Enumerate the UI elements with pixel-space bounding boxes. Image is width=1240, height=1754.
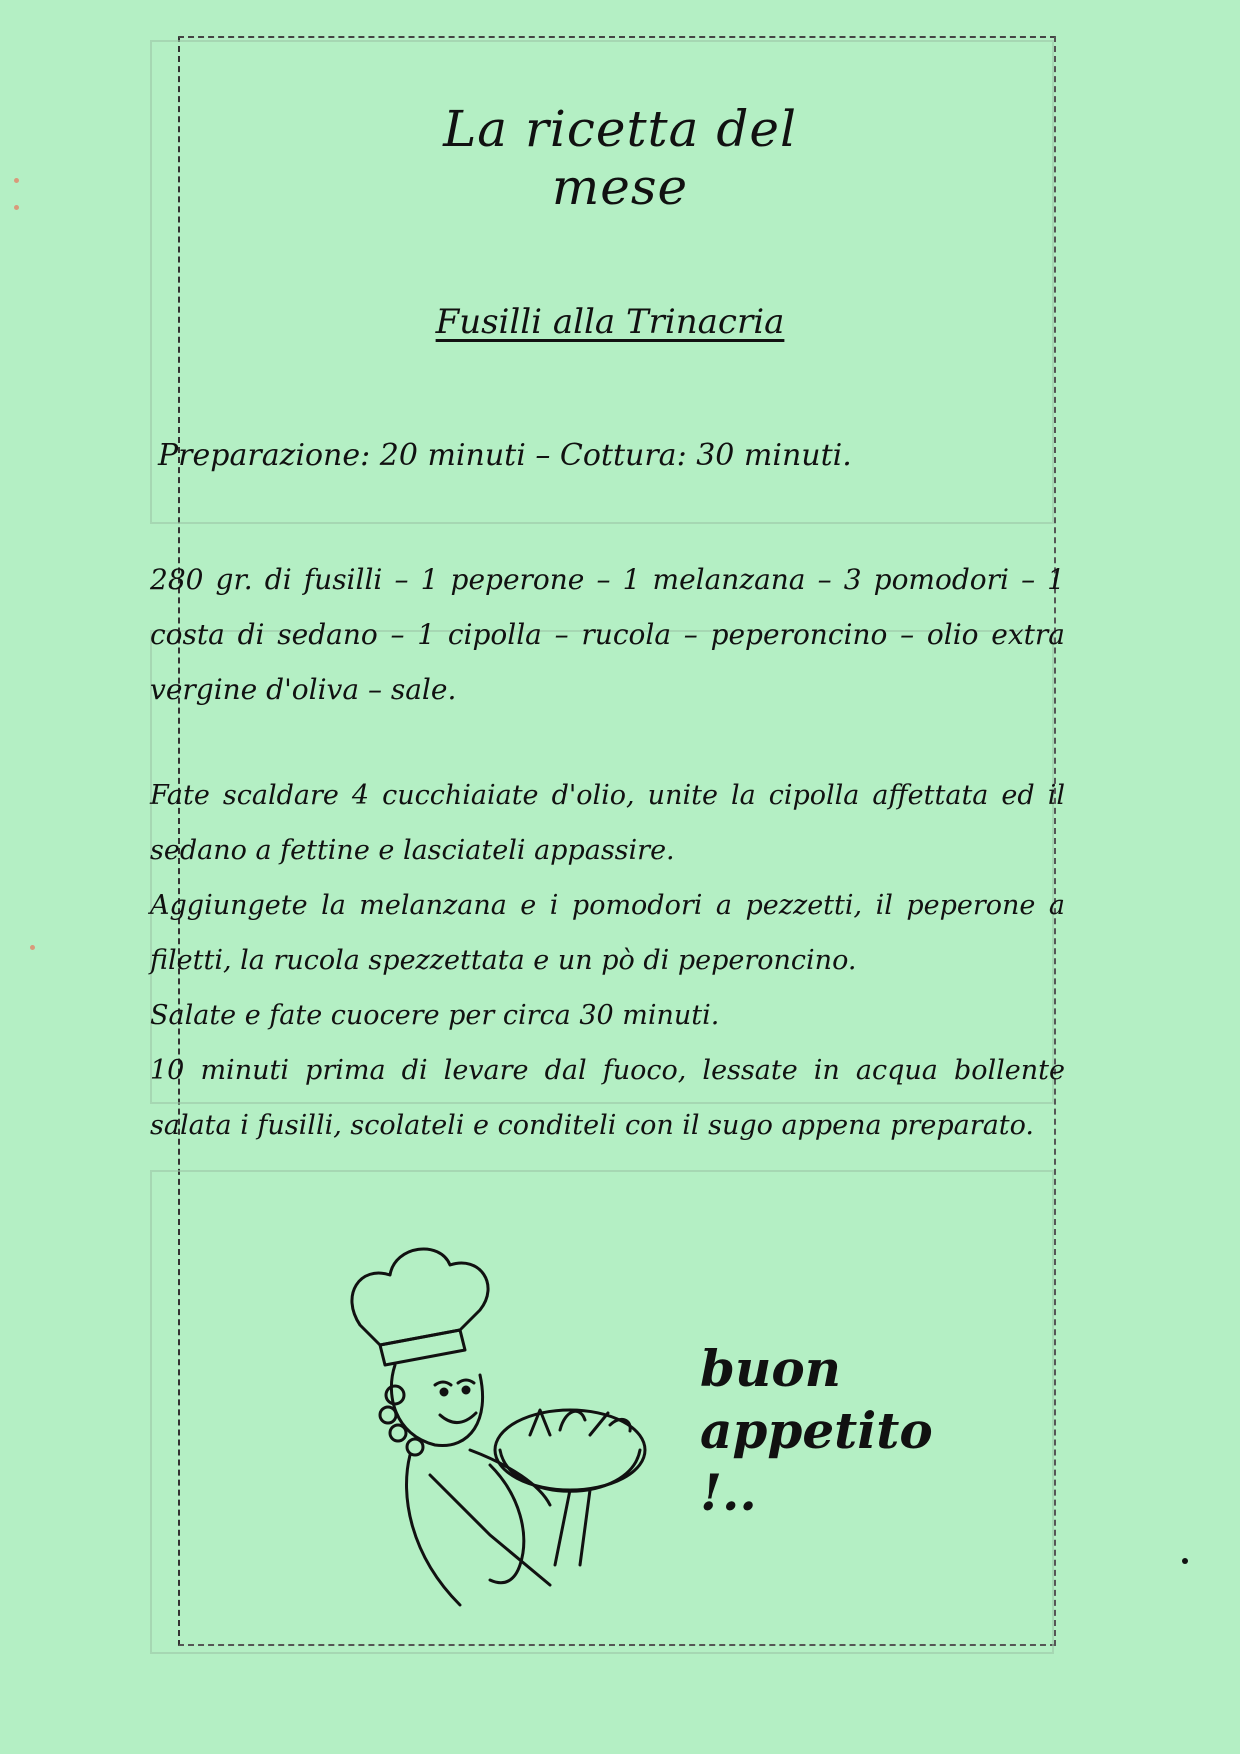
step-1: Fate scaldare 4 cucchiaiate d'olio, unite la cipolla affettata ed il sedano a fettine e lasciateli appassire. [150,780,1065,866]
binder-hole [14,205,19,210]
step-3: Salate e fate cuocere per circa 30 minuti. [150,1000,720,1031]
step-4: 10 minuti prima di levare dal fuoco, lessate in acqua bollente salata i fusilli, scolateli e conditeli con il sugo appena preparato. [150,1055,1065,1141]
prep-times: Preparazione: 20 minuti – Cottura: 30 minuti. [158,438,852,473]
closing-line-2: appetito !.. [700,1401,933,1522]
chef-cartoon-icon [340,1235,700,1625]
recipe-steps [150,768,1065,1153]
binder-hole [14,178,19,183]
page-title: La ricetta del mese [443,100,797,216]
step-2: Aggiungete la melanzana e i pomodori a pezzetti, il peperone a filetti, la rucola spezzettata e un pò di peperoncino. [150,890,1065,976]
binder-hole [30,945,35,950]
closing-greeting [700,1338,1000,1524]
ink-speck [1182,1558,1188,1564]
closing-line-1: buon [700,1339,842,1398]
ingredients-list: 280 gr. di fusilli – 1 peperone – 1 melanzana – 3 pomodori – 1 costa di sedano – 1 cipolla – rucola – peperoncino – olio extra vergine d'oliva – sale. [150,563,1065,706]
recipe-name: Fusilli alla Trinacria [435,302,785,342]
